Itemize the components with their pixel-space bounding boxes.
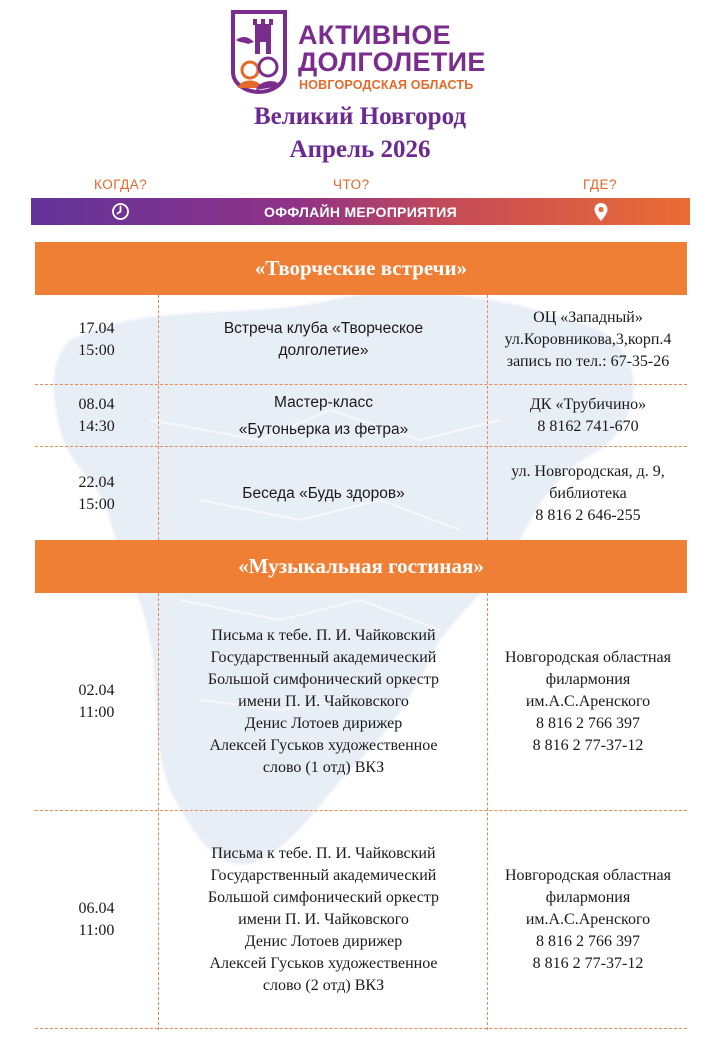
event-date: 08.04 bbox=[78, 396, 115, 413]
section-title-music-lounge: «Музыкальная гостиная» bbox=[35, 540, 687, 593]
event-where-line: Новгородская областная bbox=[505, 648, 671, 666]
logo-title-line1: АКТИВНОЕ bbox=[298, 20, 451, 50]
event-where-line: филармония bbox=[545, 889, 631, 906]
event-what bbox=[160, 386, 487, 446]
logo bbox=[230, 10, 498, 96]
event-where-line: запись по тел.: 67-35-26 bbox=[506, 352, 670, 370]
event-what-line: Алексей Гуськов художественное bbox=[209, 736, 438, 754]
event-what-line: «Бутоньерка из фетра» bbox=[238, 421, 409, 438]
event-when bbox=[35, 386, 158, 446]
event-what bbox=[160, 295, 487, 384]
event-where-line: ДК «Трубичино» bbox=[529, 396, 647, 413]
event-what-line: Государственный академический bbox=[210, 648, 437, 666]
event-where-line: им.А.С.Аренского bbox=[525, 911, 651, 928]
event-what-line: Встреча клуба «Творческое bbox=[223, 319, 424, 337]
event-where-line: Новгородская областная bbox=[505, 867, 671, 884]
event-time: 15:00 bbox=[78, 341, 115, 359]
event-what-line: Большой симфонический оркестр bbox=[207, 670, 440, 688]
event-what-line: Денис Лотоев дирижер bbox=[244, 714, 403, 732]
event-date: 17.04 bbox=[78, 319, 115, 337]
event-where-line: 8 8162 741-670 bbox=[537, 418, 639, 435]
event-where bbox=[489, 295, 687, 384]
event-what-line: имени П. И. Чайковского bbox=[238, 692, 409, 710]
event-what-line: Алексей Гуськов художественное bbox=[209, 955, 438, 972]
event-where bbox=[489, 812, 687, 1028]
column-divider bbox=[487, 295, 488, 540]
event-when bbox=[35, 593, 158, 810]
event-what-line: слово (2 отд) ВКЗ bbox=[262, 977, 385, 994]
city-title: Великий Новгород bbox=[253, 103, 467, 130]
section-title-creative-meetings: «Творческие встречи» bbox=[35, 242, 687, 295]
event-what bbox=[160, 593, 487, 810]
event-what-line: Мастер-класс bbox=[274, 394, 373, 411]
column-header-what: ЧТО? bbox=[333, 177, 370, 192]
event-when bbox=[35, 295, 158, 384]
event-date: 06.04 bbox=[78, 900, 115, 917]
event-what-line: Денис Лотоев дирижер bbox=[244, 933, 403, 950]
event-time: 15:00 bbox=[78, 496, 115, 513]
event-where-line: 8 816 2 646-255 bbox=[535, 507, 641, 524]
event-time: 11:00 bbox=[78, 922, 115, 939]
month-title: Апрель 2026 bbox=[289, 136, 431, 163]
row-divider bbox=[35, 446, 687, 447]
event-where-line: библиотека bbox=[549, 485, 627, 502]
event-what bbox=[160, 448, 487, 540]
event-what-line: Большой симфонический оркестр bbox=[207, 889, 440, 906]
event-date: 22.04 bbox=[78, 474, 115, 491]
column-divider bbox=[158, 295, 159, 540]
event-what-line: слово (1 отд) ВКЗ bbox=[262, 758, 385, 776]
event-where-line: 8 816 2 77-37-12 bbox=[532, 955, 644, 972]
event-where-line: 8 816 2 766 397 bbox=[536, 933, 640, 950]
event-where bbox=[489, 593, 687, 810]
event-where-line: ул. Новгородская, д. 9, bbox=[511, 463, 665, 480]
event-time: 14:30 bbox=[78, 418, 115, 435]
column-header-when: КОГДА? bbox=[94, 177, 148, 192]
event-what-line: Письма к тебе. П. И. Чайковский bbox=[211, 845, 436, 862]
event-when bbox=[35, 448, 158, 540]
location-pin-icon bbox=[593, 202, 609, 222]
event-what-line: долголетие» bbox=[278, 341, 369, 359]
column-divider bbox=[487, 593, 488, 1030]
offline-events-banner bbox=[31, 198, 690, 225]
logo-subtitle: НОВГОРОДСКАЯ ОБЛАСТЬ bbox=[299, 78, 474, 92]
column-header-where: ГДЕ? bbox=[583, 177, 618, 192]
event-where bbox=[489, 386, 687, 446]
event-where-line: ул.Коровникова,3,корп.4 bbox=[504, 330, 672, 348]
active-longevity-emblem-icon bbox=[230, 10, 294, 96]
event-what-line: Беседа «Будь здоров» bbox=[242, 485, 405, 502]
event-where-line: 8 816 2 77-37-12 bbox=[532, 736, 644, 754]
row-divider bbox=[35, 810, 687, 811]
event-date: 02.04 bbox=[78, 681, 115, 699]
row-divider bbox=[35, 384, 687, 385]
event-what-line: Письма к тебе. П. И. Чайковский bbox=[211, 626, 436, 644]
banner-label: ОФФЛАЙН МЕРОПРИЯТИЯ bbox=[263, 204, 457, 220]
column-divider bbox=[158, 593, 159, 1030]
logo-title-line2: ДОЛГОЛЕТИЕ bbox=[298, 47, 486, 77]
row-divider bbox=[35, 1028, 687, 1029]
event-what bbox=[160, 812, 487, 1028]
event-where bbox=[489, 448, 687, 540]
event-time: 11:00 bbox=[78, 703, 115, 721]
event-where-line: им.А.С.Аренского bbox=[525, 692, 651, 710]
event-what-line: имени П. И. Чайковского bbox=[238, 911, 409, 928]
event-where-line: филармония bbox=[545, 670, 631, 688]
event-when bbox=[35, 812, 158, 1028]
event-where-line: ОЦ «Западный» bbox=[533, 308, 643, 326]
event-what-line: Государственный академический bbox=[210, 867, 437, 884]
event-where-line: 8 816 2 766 397 bbox=[536, 714, 640, 732]
